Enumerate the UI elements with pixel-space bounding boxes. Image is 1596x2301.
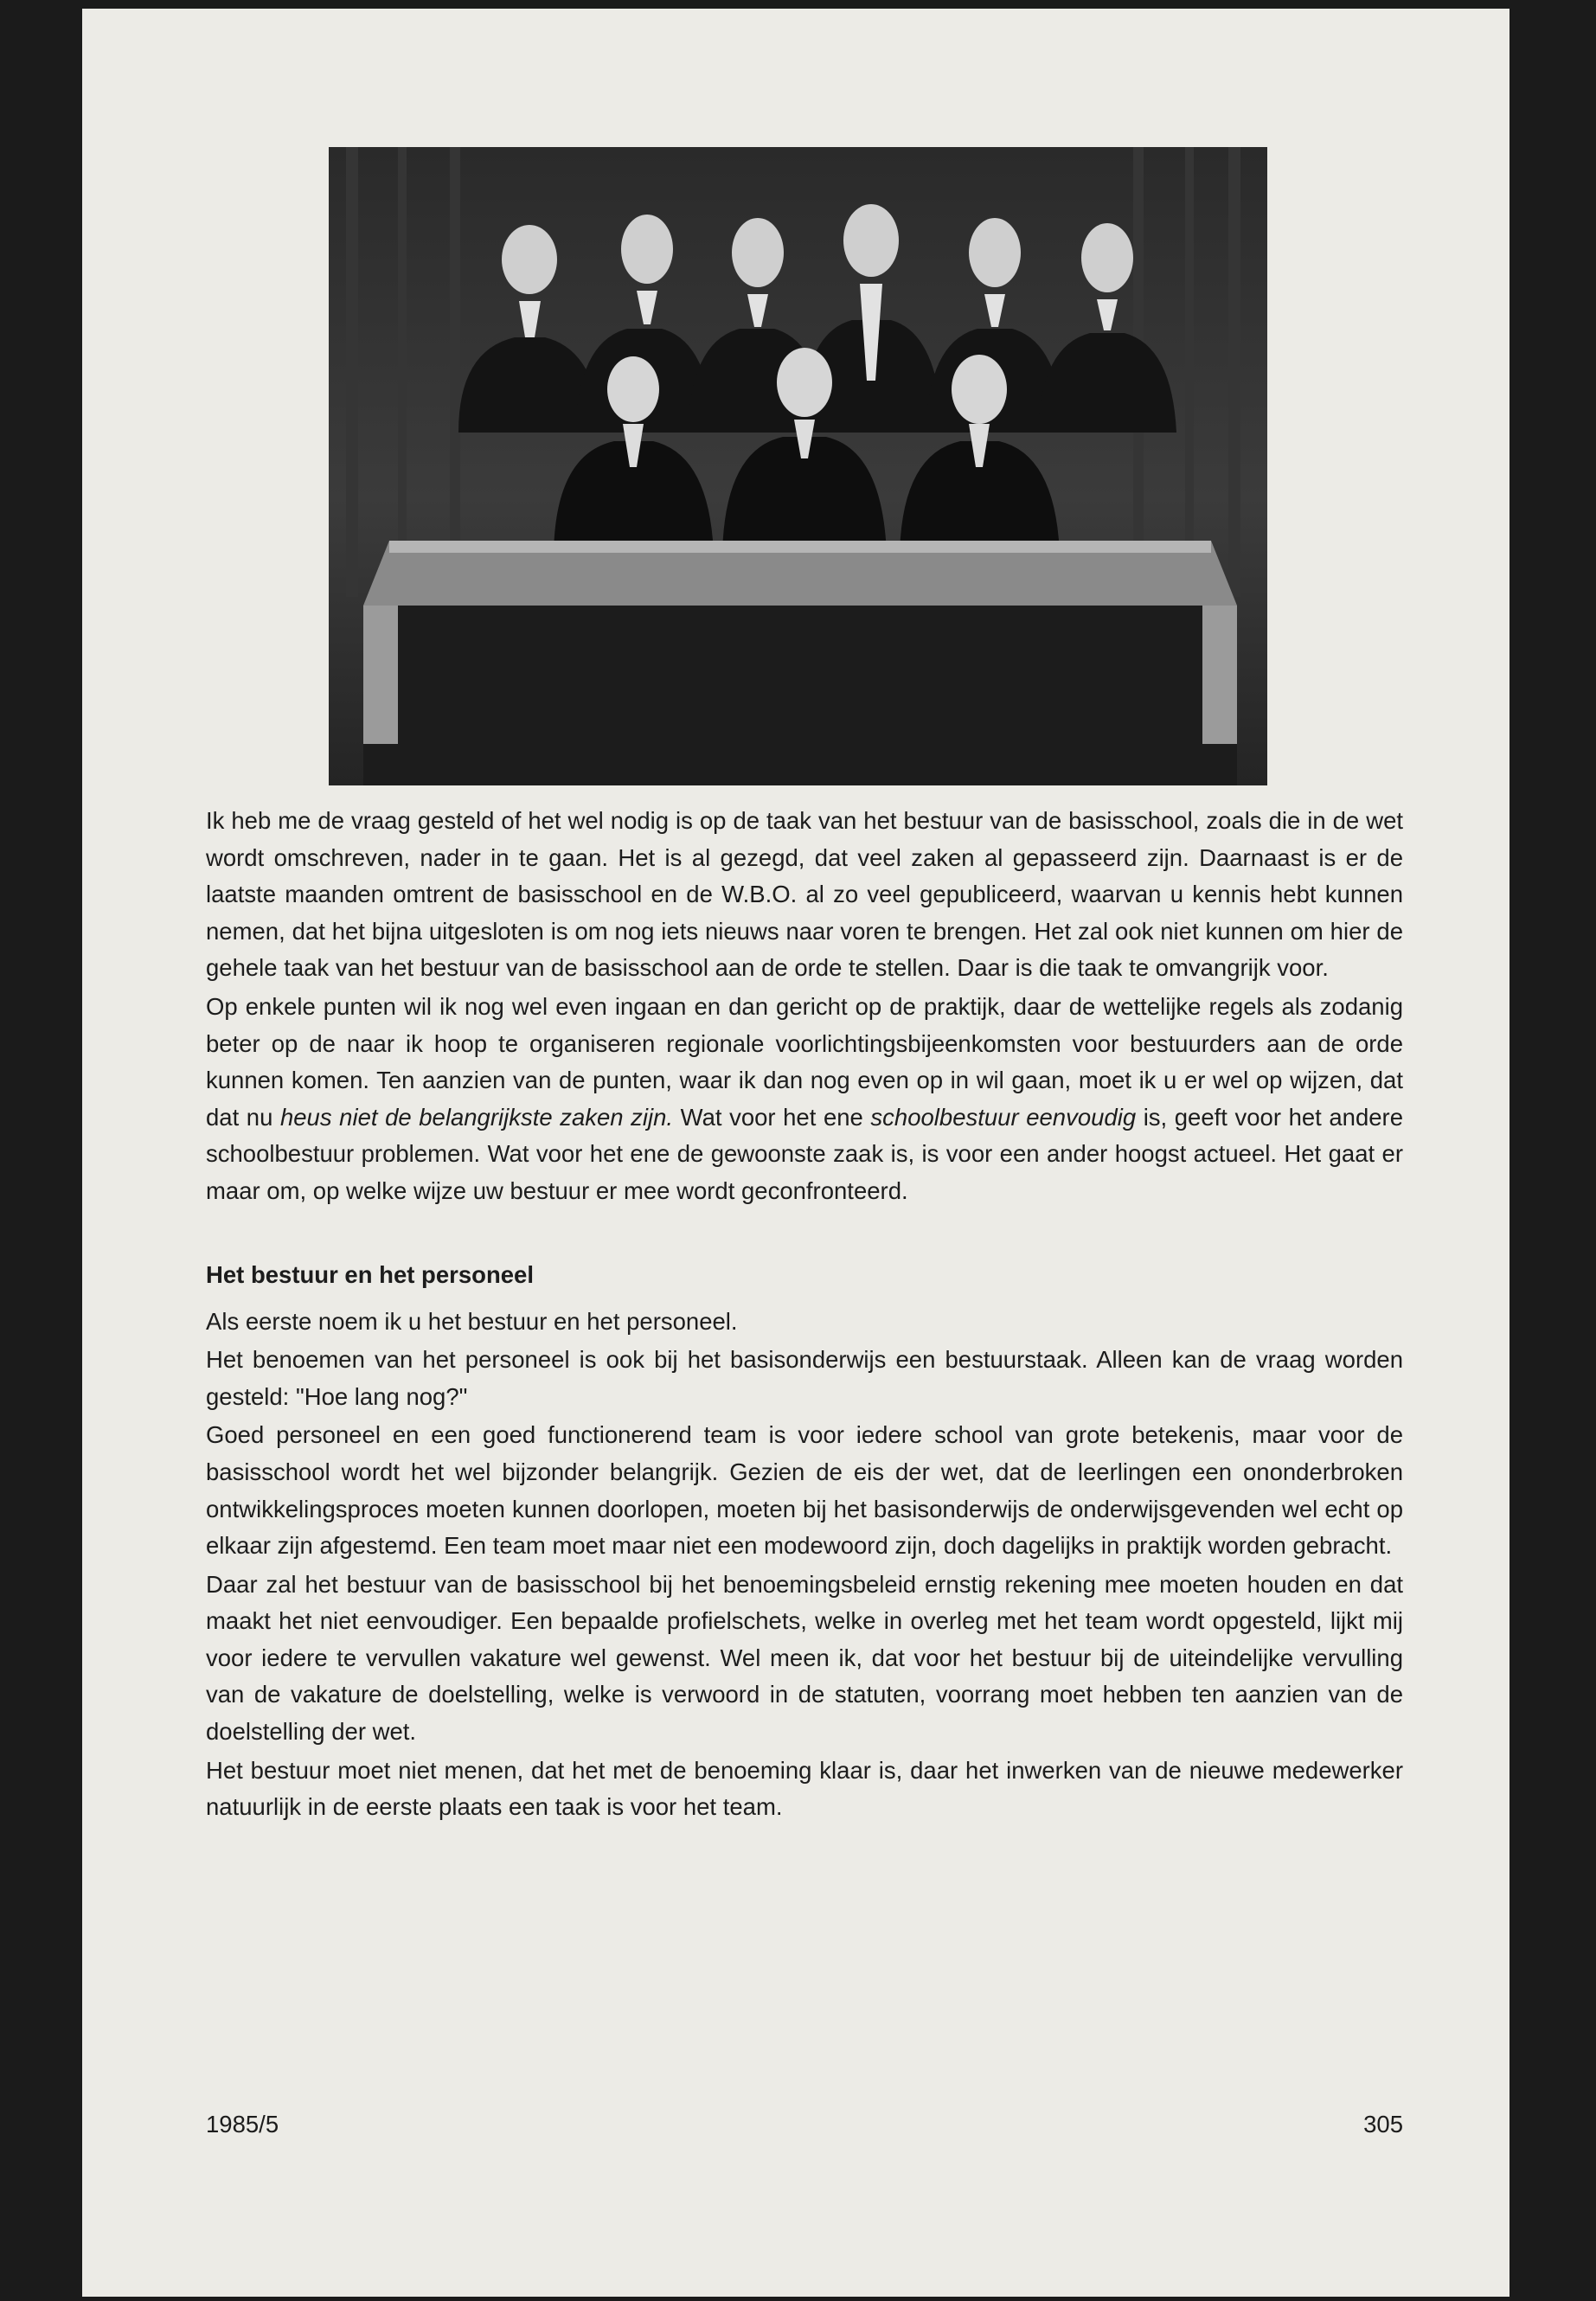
section-heading: Het bestuur en het personeel <box>206 1260 534 1288</box>
paragraph: Het benoemen van het personeel is ook bij het basisonderwijs een bestuurstaak. Alleen kan de vraag worden gesteld: "Hoe lang nog?" <box>206 1346 1403 1410</box>
group-photo-icon <box>329 147 1267 785</box>
article-body <box>206 803 1403 1826</box>
paragraph: Op enkele punten wil ik nog wel even ingaan en dan gericht op de praktijk, daar de wettelijke regels als zodanig beter op de naar ik hoop te organiseren regionale voorlichtingsbijeenkomsten voor bestuurders aan de orde kunnen komen. Ten aanzien van de punten, waar ik dan nog even op in wil gaan, moet ik u er wel op wijzen, dat dat nu heus niet de belangrijkste zaken zijn. Wat voor het ene schoolbestuur eenvoudig is, geeft voor het andere schoolbestuur problemen. Wat voor het ene de gewoonste zaak is, is voor een ander hoogst actueel. Het gaat er maar om, op welke wijze uw bestuur er mee wordt geconfronteerd. <box>206 992 1403 1204</box>
issue-number: 1985/5 <box>206 2111 279 2138</box>
paragraph: Ik heb me de vraag gesteld of het wel nodig is op de taak van het bestuur van de basisschool, zoals die in de wet wordt omschreven, nader in te gaan. Het is al gezegd, dat veel zaken al gepasseerd zijn. Daarnaast is er de laatste maanden omtrent de basisschool en de W.B.O. al zo veel gepubliceerd, waarvan u kennis hebt kunnen nemen, dat het bijna uitgesloten is om nog iets nieuws naar voren te brengen. Het zal ook niet kunnen om hier de gehele taak van het bestuur van de basisschool aan de orde te stellen. Daar is die taak te omvangrijk voor. <box>206 807 1403 982</box>
paragraph: Goed personeel en een goed functionerend team is voor iedere school van grote betekenis, maar voor de basisschool wordt het wel bijzonder belangrijk. Gezien de eis der wet, dat de leerlingen een ononderbroken ontwikkelingsproces moeten kunnen doorlopen, moeten bij het basisonderwijs de onderwijsgevenden wel echt op elkaar zijn afgestemd. Een team moet maar niet een modewoord zijn, doch dagelijks in praktijk worden gebracht. <box>206 1421 1403 1560</box>
paragraph: Het bestuur moet niet menen, dat het met de benoeming klaar is, daar het inwerken van de nieuwe medewerker natuurlijk in de eerste plaats een taak is voor het team. <box>206 1756 1403 1821</box>
page <box>82 9 1509 2297</box>
page-number: 305 <box>1363 2111 1403 2138</box>
paragraph: Daar zal het bestuur van de basisschool bij het benoemingsbeleid ernstig rekening mee moeten houden en dat maakt het niet eenvoudiger. Een bepaalde profielschets, welke in overleg met het team wordt opgesteld, lijkt mij voor iedere te vervullen vakature wel gewenst. Wel meen ik, dat voor het bestuur bij de uiteindelijke vervulling van de vakature de doelstelling, welke is verwoord in de statuten, voorrang moet hebben ten aanzien van de doelstelling der wet. <box>206 1570 1403 1746</box>
page-footer <box>206 2111 1403 2138</box>
group-photo <box>329 147 1267 785</box>
paragraph: Als eerste noem ik u het bestuur en het personeel. <box>206 1307 738 1335</box>
